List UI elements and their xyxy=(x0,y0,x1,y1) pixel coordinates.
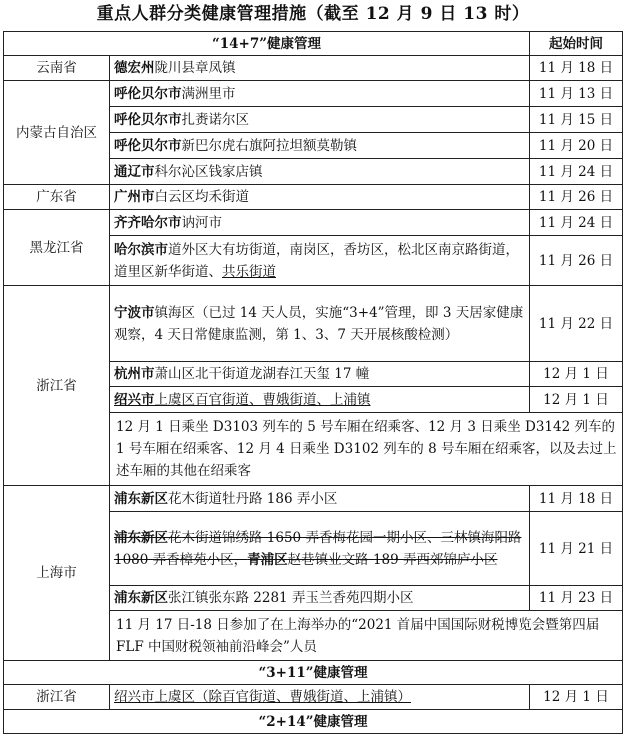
table-row xyxy=(4,286,623,362)
date-cell: 11 月 24 日 xyxy=(530,159,623,185)
city-name: 绍兴市 xyxy=(114,391,155,408)
date-cell: 11 月 18 日 xyxy=(530,56,623,81)
location-detail: 白云区均禾街道 xyxy=(154,189,249,205)
location-detail: 花木街道锦绣路 1650 弄香梅花园一期小区、三林镇海阳路 1080 弄香樟苑小区， xyxy=(114,529,522,568)
table-row xyxy=(4,685,623,710)
location-cell xyxy=(110,586,530,611)
location-detail-2: 赵巷镇业文路 189 弄西郊锦庐小区 xyxy=(287,551,498,568)
location-detail: 科尔沁区钱家店镇 xyxy=(154,163,263,180)
location-cell xyxy=(110,210,530,236)
city-name: 浦东新区 xyxy=(114,490,168,507)
date-cell: 11 月 22 日 xyxy=(530,286,623,362)
city-name: 浦东新区 xyxy=(114,529,168,546)
province-cell: 上海市 xyxy=(4,486,110,661)
location-detail: 新巴尔虎右旗阿拉坦额莫勒镇 xyxy=(181,137,357,154)
location-detail: 花木街道牡丹路 186 弄小区 xyxy=(168,490,338,507)
city-name: 广州市 xyxy=(114,189,155,205)
date-cell: 12 月 1 日 xyxy=(530,685,623,710)
location-cell xyxy=(110,387,530,413)
table-row xyxy=(4,56,623,81)
conference-attendees-note: 11 月 17 日-18 日参加了在上海举办的“2021 首届中国国际财税博览会暨第四届 FLF 中国财税领袖前沿峰会”人员 xyxy=(110,611,623,661)
city-name: 呼伦贝尔市 xyxy=(114,111,182,128)
location-detail: 张江镇张东路 2281 弄玉兰香苑四期小区 xyxy=(168,590,414,606)
city-name: 浦东新区 xyxy=(114,590,168,606)
table-row xyxy=(4,81,623,107)
location-cell xyxy=(110,107,530,133)
location-detail: 讷河市 xyxy=(181,214,222,231)
date-cell: 12 月 1 日 xyxy=(530,387,623,413)
city-name: 德宏州 xyxy=(114,60,155,76)
province-cell xyxy=(4,81,110,185)
date-cell: 11 月 23 日 xyxy=(530,586,623,611)
location-cell xyxy=(110,185,530,210)
location-cell xyxy=(110,685,530,710)
date-cell: 11 月 13 日 xyxy=(530,81,623,107)
date-cell: 11 月 18 日 xyxy=(530,486,623,512)
section-header-row xyxy=(4,710,623,734)
location-detail: 上虞区百官街道、曹娥街道、上浦镇 xyxy=(154,391,371,408)
location-detail: 萧山区北干街道龙湖春江天玺 17 幢 xyxy=(154,366,370,382)
location-cell xyxy=(110,512,530,586)
location-cell xyxy=(110,56,530,81)
section-title-14-7: “14+7”健康管理 xyxy=(4,32,530,56)
location-detail: 满洲里市 xyxy=(181,85,236,102)
date-cell: 11 月 20 日 xyxy=(530,133,623,159)
date-cell: 11 月 15 日 xyxy=(530,107,623,133)
section-header-row xyxy=(4,32,623,56)
location-detail: 陇川县章凤镇 xyxy=(154,60,236,76)
location-cell xyxy=(110,81,530,107)
location-detail: 道外区大有坊街道，南岗区，香坊区，松北区南京路街道，道里区新华街道、 xyxy=(114,241,519,280)
city-name: 宁波市 xyxy=(114,304,155,321)
province-cell: 广东省 xyxy=(4,185,110,210)
city-name-2: 青浦区 xyxy=(247,551,288,568)
location-cell xyxy=(110,236,530,286)
province-name: 内蒙古自治区 xyxy=(16,124,97,141)
city-name: 通辽市 xyxy=(114,163,155,180)
date-cell: 11 月 21 日 xyxy=(530,512,623,586)
date-cell: 11 月 26 日 xyxy=(530,185,623,210)
location-cell xyxy=(110,286,530,362)
location-cell xyxy=(110,486,530,512)
location-cell xyxy=(110,133,530,159)
province-cell: 黑龙江省 xyxy=(4,210,110,286)
city-name: 哈尔滨市 xyxy=(114,241,168,258)
section-header-row xyxy=(4,661,623,685)
page-title: 重点人群分类健康管理措施（截至 12 月 9 日 13 时） xyxy=(96,4,530,24)
location-detail: 镇海区（已过 14 天人员，实施“3+4”管理，即 3 天居家健康观察，4 天日常健康监测，第 1、3、7 天开展核酸检测） xyxy=(114,304,524,343)
table-row xyxy=(4,486,623,512)
province-cell: 浙江省 xyxy=(4,286,110,486)
location-detail-underlined: 共乐街道 xyxy=(222,263,276,280)
date-cell: 11 月 26 日 xyxy=(530,236,623,286)
date-cell: 12 月 1 日 xyxy=(530,362,623,387)
start-time-header: 起始时间 xyxy=(530,32,623,56)
location-cell xyxy=(110,159,530,185)
city-name: 杭州市 xyxy=(114,366,155,382)
table-row xyxy=(4,210,623,236)
province-cell: 浙江省 xyxy=(4,685,110,710)
location-cell xyxy=(110,362,530,387)
city-name: 齐齐哈尔市 xyxy=(114,214,182,231)
train-passengers-note: 12 月 1 日乘坐 D3103 列车的 5 号车厢在绍乘客、12 月 3 日乘坐 D3142 列车的 1 号车厢在绍乘客、12 月 4 日乘坐 D3102 列车的 8 号车厢在绍乘客，以及去过上述车厢的其他在绍乘客 xyxy=(110,413,623,486)
province-cell: 云南省 xyxy=(4,56,110,81)
health-management-table xyxy=(3,31,623,734)
date-cell: 11 月 24 日 xyxy=(530,210,623,236)
section-title-2-14: “2+14”健康管理 xyxy=(4,710,623,734)
location-detail: 绍兴市上虞区（除百官街道、曹娥街道、上浦镇） xyxy=(114,689,411,705)
location-detail: 扎赉诺尔区 xyxy=(181,111,249,128)
table-row xyxy=(4,185,623,210)
city-name: 呼伦贝尔市 xyxy=(114,137,182,154)
city-name: 呼伦贝尔市 xyxy=(114,85,182,102)
section-title-3-11: “3+11”健康管理 xyxy=(4,661,623,685)
